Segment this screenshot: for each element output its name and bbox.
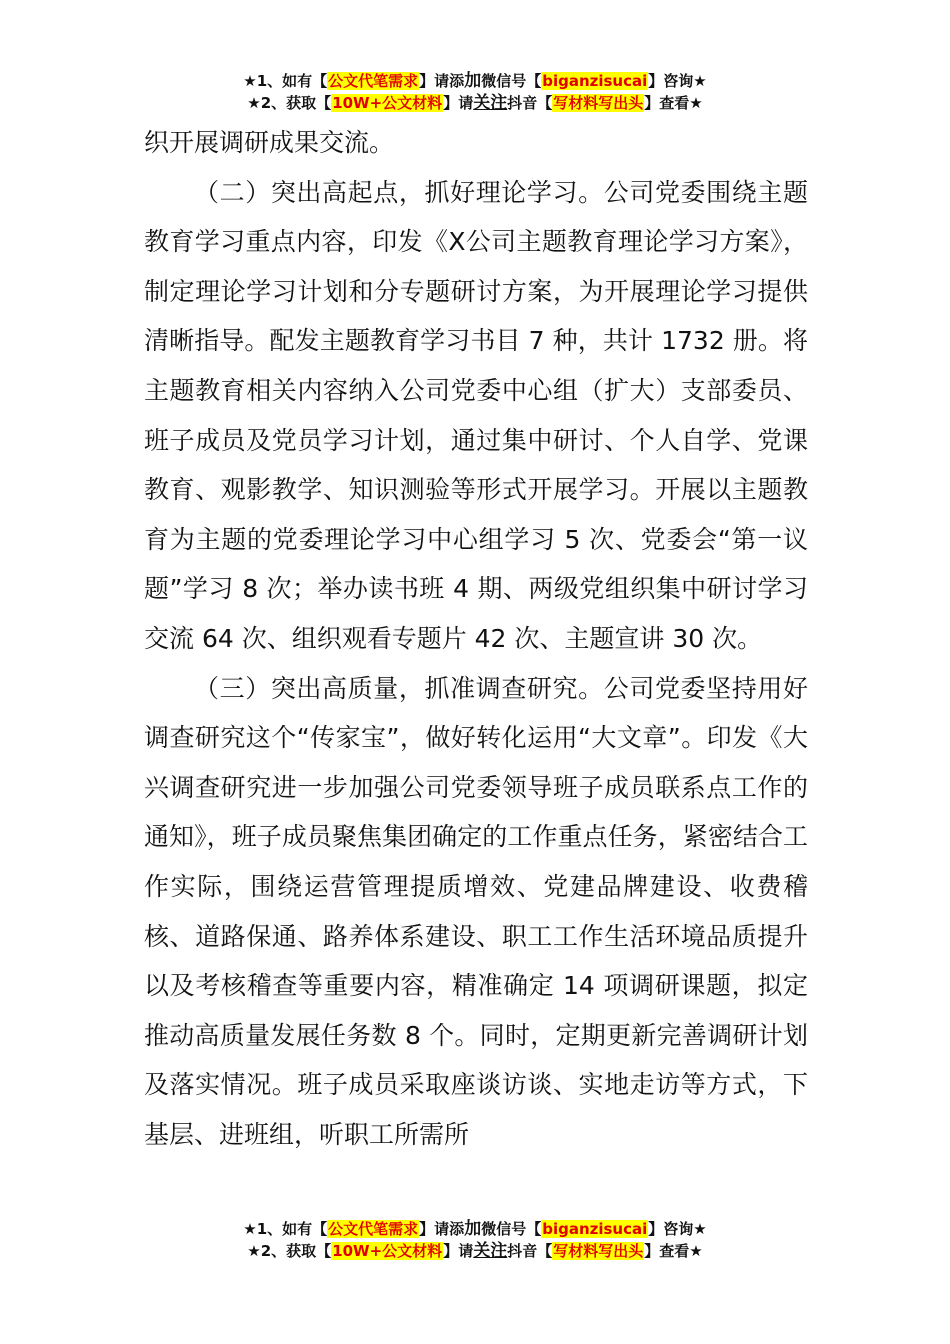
banner-line-2 [0,92,950,114]
banner-line-2 [0,1240,950,1262]
banner-text: 微信号【 [481,72,542,90]
banner-text: 抖音【 [507,1242,553,1260]
banner-text: 】查看★ [644,94,703,112]
banner-text: 】查看★ [644,1242,703,1260]
banner-text: 关注 [473,1241,508,1261]
banner-text: 】请 [443,1242,474,1260]
banner-text: 】咨询★ [648,1220,707,1238]
footer-banner [0,1218,950,1262]
highlight-douyin: 写材料写出头 [553,1242,644,1260]
banner-text: 】请添 [419,72,465,90]
paragraph-theory-study: （二）突出高起点，抓好理论学习。公司党委围绕主题教育学习重点内容，印发《X公司主题教育理论学习方案》，制定理论学习计划和分专题研讨方案，为开展理论学习提供清晰指导。配发主题教育学习书目 7 种，共计 1732 册。将主题教育相关内容纳入公司党委中心组（扩大）支部委员、班子成员及党员学习计划，通过集中研讨、个人自学、党课教育、观影教学、知识测验等形式开展学习。开展以主题教育为主题的党委理论学习中心组学习 5 次、党委会“第一议题”学习 8 次；举办读书班 4 期、两级党组织集中研讨学习交流 64 次、组织观看专题片 42 次、主题宣讲 30 次。 [144,177,808,653]
paragraph-investigation: （三）突出高质量，抓准调查研究。公司党委坚持用好调查研究这个“传家宝”，做好转化运用“大文章”。印发《大兴调查研究进一步加强公司党委领导班子成员联系点工作的通知》，班子成员聚焦集团确定的工作重点任务，紧密结合工作实际，围绕运营管理提质增效、党建品牌建设、收费稽核、道路保通、路养体系建设、职工工作生活环境品质提升以及考核稽查等重要内容，精准确定 14 项调研课题，拟定推动高质量发展任务数 8 个。同时，定期更新完善调研计划及落实情况。班子成员采取座谈访谈、实地走访等方式，下基层、进班组，听职工所需所 [144,673,808,1149]
banner-text: ★1、如有【 [243,72,328,90]
highlight-service: 公文代笔需求 [328,72,419,90]
highlight-douyin: 写材料写出头 [553,94,644,112]
banner-text: 微信号【 [481,1220,542,1238]
banner-text: 】请 [443,94,474,112]
paragraph-continuation: 织开展调研成果交流。 [144,128,395,157]
highlight-materials: 10W+公文材料 [332,1242,443,1260]
banner-text: ★1、如有【 [243,1220,328,1238]
banner-text: 关注 [473,93,508,113]
document-body [144,118,808,1159]
highlight-wechat-id: biganzisucai [542,1220,648,1238]
banner-text: ★2、获取【 [247,94,332,112]
header-banner [0,70,950,114]
highlight-wechat-id: biganzisucai [542,72,648,90]
highlight-service: 公文代笔需求 [328,1220,419,1238]
banner-text: 】咨询★ [648,72,707,90]
banner-text: 抖音【 [507,94,553,112]
banner-text: 加 [464,1219,482,1239]
banner-text: 】请添 [419,1220,465,1238]
banner-line-1 [0,1218,950,1240]
highlight-materials: 10W+公文材料 [332,94,443,112]
banner-text: 加 [464,71,482,91]
banner-text: ★2、获取【 [247,1242,332,1260]
banner-line-1 [0,70,950,92]
